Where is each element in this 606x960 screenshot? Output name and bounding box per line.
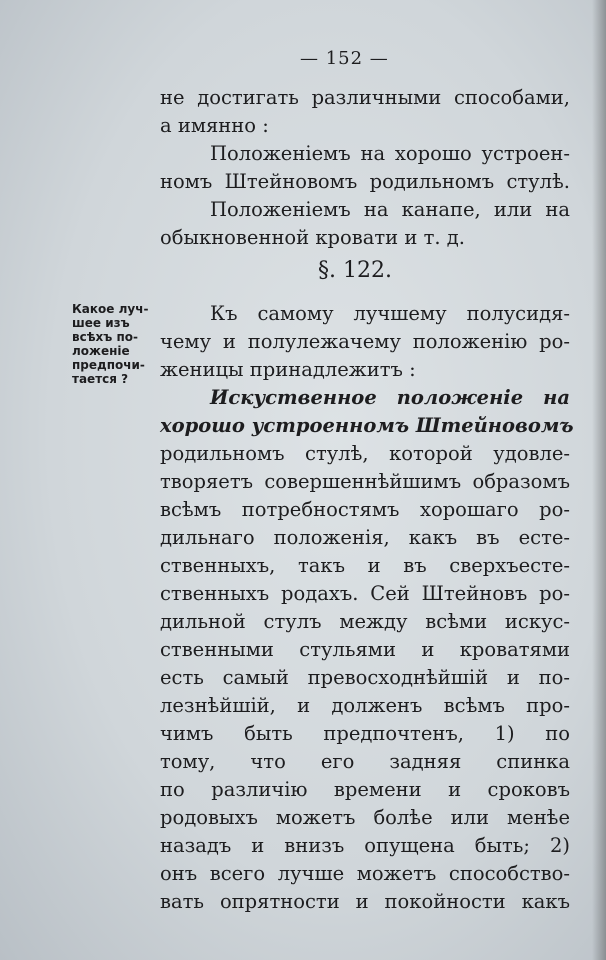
- margin-note-line: тается ?: [72, 372, 129, 386]
- text-line: чему и полулежачему положенiю ро-: [160, 330, 570, 353]
- text-line: всѣмъ потребностямъ хорошаго ро-: [160, 498, 570, 521]
- section-heading: §. 122.: [318, 258, 392, 283]
- margin-note-line: ложенie: [72, 344, 130, 358]
- text-line: назадъ и внизъ опущена быть; 2): [160, 834, 570, 857]
- text-line: обыкновенной кровати и т. д.: [160, 226, 465, 249]
- margin-note: [72, 302, 172, 386]
- text-line: тому, что его задняя спинка: [160, 750, 570, 773]
- text-line: номъ Штейновомъ родильномъ стулѣ.: [160, 170, 570, 193]
- text-line: родовыхъ можетъ болѣе или менѣе: [160, 806, 570, 829]
- page-number: — 152 —: [300, 48, 389, 69]
- text-line: творяетъ совершеннѣйшимъ образомъ: [160, 470, 570, 493]
- text-line: ственныхъ родахъ. Сей Штейновъ ро-: [160, 582, 570, 605]
- text-line: чимъ быть предпочтенъ, 1) по: [160, 722, 570, 745]
- text-line: онъ всего лучше можетъ способство-: [160, 862, 570, 885]
- margin-note-line: шее изъ: [72, 316, 130, 330]
- text-line: ственныхъ, такъ и въ сверхъесте-: [160, 554, 570, 577]
- text-line: родильномъ стулѣ, которой удовле-: [160, 442, 570, 465]
- text-line: Къ самому лучшему полусидя-: [210, 302, 570, 325]
- text-line: женицы принадлежитъ :: [160, 358, 416, 381]
- text-line: дильнаго положенiя, какъ въ есте-: [160, 526, 570, 549]
- text-line: по различiю времени и сроковъ: [160, 778, 570, 801]
- italic-text-line: хорошо устроенномъ Штейновомъ: [160, 414, 574, 437]
- margin-note-line: Какое луч-: [72, 302, 149, 316]
- text-line: Положенiемъ на канапе, или на: [210, 198, 570, 221]
- margin-note-line: предпочи-: [72, 358, 145, 372]
- text-line: дильной стулъ между всѣми искус-: [160, 610, 570, 633]
- italic-text-line: Искуственное положенiе на: [210, 386, 570, 409]
- text-line: а имянно :: [160, 114, 269, 137]
- margin-note-line: всѣхъ по-: [72, 330, 138, 344]
- page-edge-shadow: [592, 0, 606, 960]
- text-line: вать опрятности и покойности какъ: [160, 890, 570, 913]
- text-line: есть самый превосходнѣйшiй и по-: [160, 666, 570, 689]
- text-line: лезнѣйшiй, и долженъ всѣмъ про-: [160, 694, 570, 717]
- text-line: ственными стульями и кроватями: [160, 638, 570, 661]
- text-line: не достигать различными способами,: [160, 86, 570, 109]
- text-line: Положенiемъ на хорошо устроен-: [210, 142, 570, 165]
